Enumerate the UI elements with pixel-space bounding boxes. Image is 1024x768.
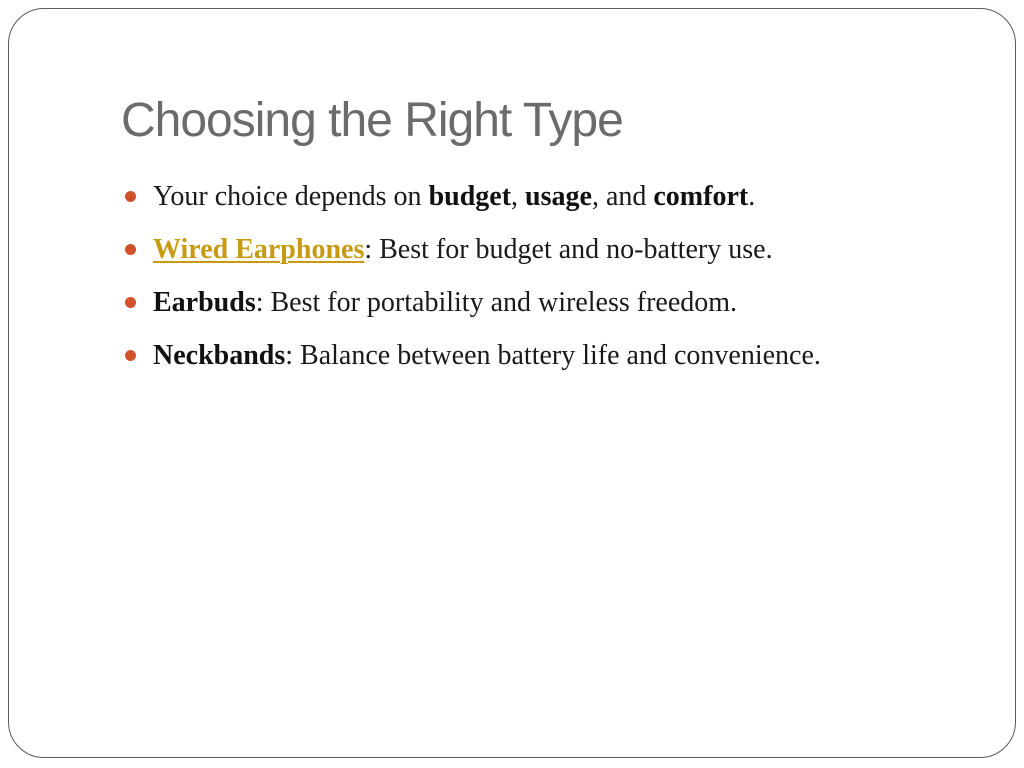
slide-frame [8,8,1016,758]
bullet-dot-icon [125,191,136,202]
bold-term-budget: budget [428,181,512,212]
bullet-item-neckbands [121,334,821,387]
bullet-text: : Balance between battery life and convenience. [285,340,821,371]
bullet-list [121,175,821,387]
bullet-text: Your choice depends on [153,181,429,212]
bullet-item-wired-earphones [121,228,821,281]
bullet-item-earbuds [121,281,821,334]
bullet-text: , [511,181,526,212]
slide-title: Choosing the Right Type [121,94,623,147]
bullet-text: . [748,181,756,212]
bold-term-comfort: comfort [653,181,749,212]
bold-term-usage: usage [525,181,592,212]
bullet-text: : Best for portability and wireless freedom. [255,287,738,318]
bold-term-neckbands: Neckbands [153,340,286,371]
bullet-item-choice [121,175,821,228]
bullet-dot-icon [125,244,136,255]
bullet-dot-icon [125,297,136,308]
bold-term-earbuds: Earbuds [153,287,256,318]
wired-earphones-link[interactable]: Wired Earphones [153,234,365,265]
bullet-dot-icon [125,350,136,361]
bullet-text: : Best for budget and no-battery use. [364,234,773,265]
bullet-text: , and [591,181,654,212]
